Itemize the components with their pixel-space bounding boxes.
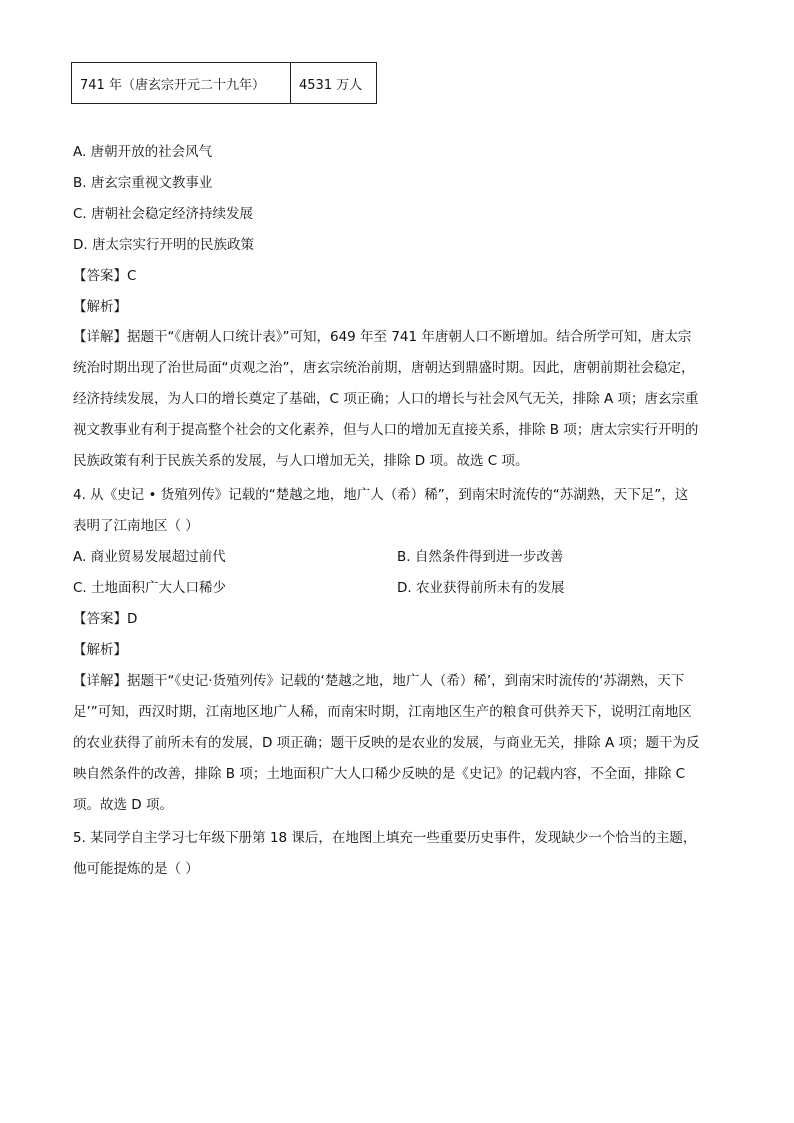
answer-value: C [127, 268, 137, 284]
q3-option-d: D. 唐太宗实行开明的民族政策 [73, 237, 254, 253]
q3-analysis-label: 【解析】 [73, 299, 127, 315]
answer-label: 【答案】 [73, 268, 127, 284]
detail-line: 【详解】据题干“《唐朝人口统计表》”可知，649 年至 741 年唐朝人口不断增加。结合所学可知，唐太宗 [73, 329, 692, 345]
q4-option-d: D. 农业获得前所未有的发展 [397, 580, 565, 596]
table-cell-year: 741 年（唐玄宗开元二十九年） [72, 63, 291, 104]
detail-line: 足’”可知，西汉时期，江南地区地广人稀，而南宋时期，江南地区生产的粮食可供养天下，说明江南地区 [73, 704, 692, 720]
answer-label: 【答案】 [73, 611, 127, 627]
q4-answer [73, 609, 137, 629]
table-cell-population: 4531 万人 [291, 63, 377, 104]
detail-line: 【详解】据题干“《史记·货殖列传》记载的‘楚越之地，地广人（希）稀’，到南宋时流传的‘苏湖熟，天下 [73, 673, 685, 689]
q4-stem [73, 480, 721, 542]
q4-option-b: B. 自然条件得到进一步改善 [397, 549, 564, 565]
detail-label: 【详解】 [73, 329, 127, 345]
detail-line: 视文教事业有利于提高整个社会的文化素养，但与人口的增加无直接关系，排除 B 项；唐太宗实行开明的 [73, 422, 699, 438]
population-table [71, 62, 377, 104]
q4-option-c: C. 土地面积广大人口稀少 [73, 580, 227, 596]
detail-line: 民族政策有利于民族关系的发展，与人口增加无关，排除 D 项。故选 C 项。 [73, 453, 529, 469]
detail-line: 映自然条件的改善，排除 B 项；土地面积广大人口稀少反映的是《史记》的记载内容，不全面，排除 C [73, 766, 686, 782]
stem-line: 4. 从《史记 • 货殖列传》记载的“楚越之地，地广人（希）稀”，到南宋时流传的“苏湖熟，天下足”，这 [73, 487, 689, 503]
q4-detail [73, 666, 721, 821]
q3-option-a: A. 唐朝开放的社会风气 [73, 144, 213, 160]
q3-answer [73, 266, 136, 286]
q3-detail [73, 322, 721, 477]
q5-stem [73, 823, 721, 885]
q3-option-b: B. 唐玄宗重视文教事业 [73, 175, 213, 191]
detail-line: 项。故选 D 项。 [73, 797, 173, 813]
detail-line: 统治时期出现了治世局面“贞观之治”，唐玄宗统治前期，唐朝达到鼎盛时期。因此，唐朝前期社会稳定， [73, 360, 695, 376]
table-row [72, 63, 377, 104]
detail-label: 【详解】 [73, 673, 127, 689]
q3-option-c: C. 唐朝社会稳定经济持续发展 [73, 206, 254, 222]
stem-line: 表明了江南地区（ ） [73, 518, 199, 534]
stem-line: 5. 某同学自主学习七年级下册第 18 课后，在地图上填充一些重要历史事件，发现缺少一个恰当的主题， [73, 830, 697, 846]
q4-analysis-label: 【解析】 [73, 642, 127, 658]
detail-line: 的农业获得了前所未有的发展，D 项正确；题干反映的是农业的发展，与商业无关，排除 A 项；题干为反 [73, 735, 700, 751]
answer-value: D [127, 611, 138, 627]
detail-line: 经济持续发展，为人口的增长奠定了基础，C 项正确；人口的增长与社会风气无关，排除 A 项；唐玄宗重 [73, 391, 699, 407]
stem-line: 他可能提炼的是（ ） [73, 861, 199, 877]
q4-option-a: A. 商业贸易发展超过前代 [73, 549, 226, 565]
